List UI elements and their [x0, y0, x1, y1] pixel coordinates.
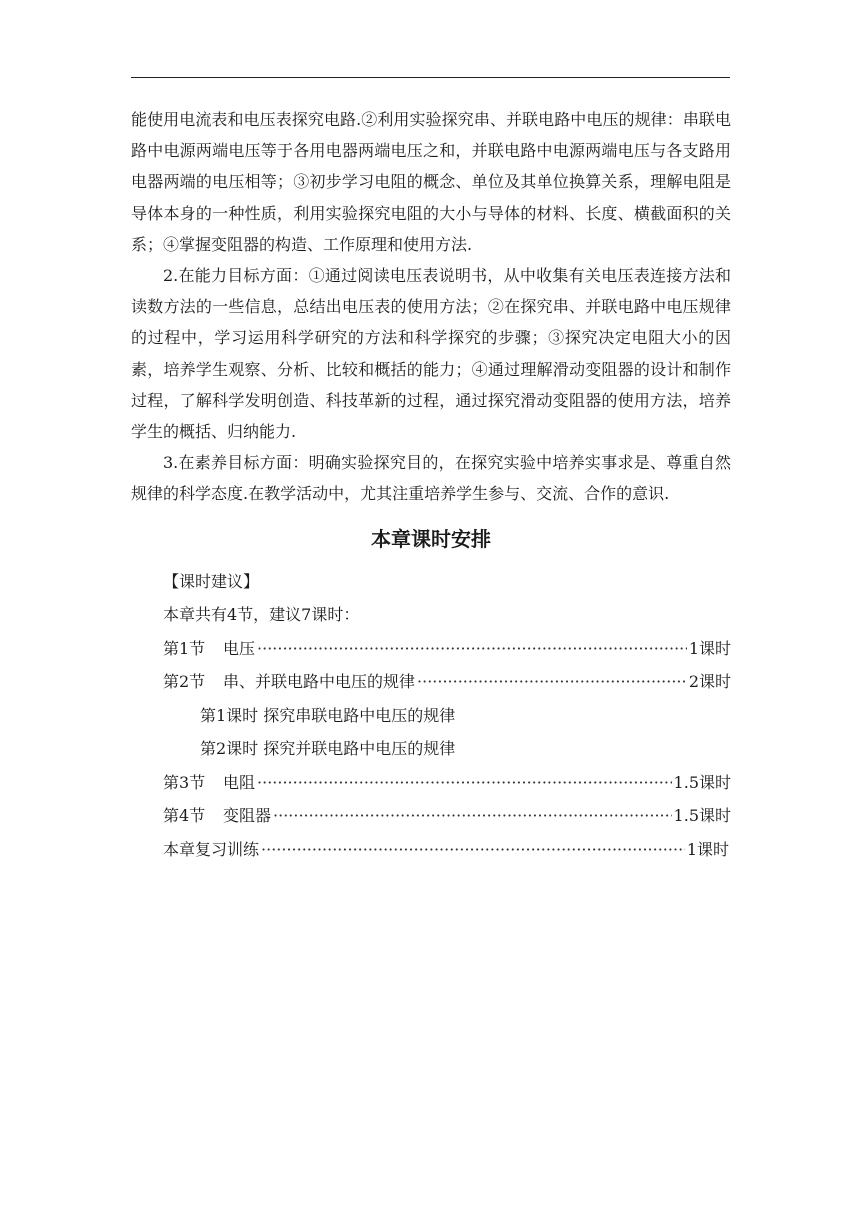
toc-leader: [417, 665, 687, 699]
toc-hours: 1.5课时: [673, 806, 731, 826]
objective-paragraph-1: 能使用电流表和电压表探究电路.②利用实验探究串、并联电路中电压的规律：串联电路中电源两端电压等于各用电器两端电压之和，并联电路中电源两端电压与各支路用电器两端的电压相等；③初步学习电阻的概念、单位及其单位换算关系，理解电阻是导体本身的一种性质，利用实验探究电阻的大小与导体的材料、长度、横截面积的关系；④掌握变阻器的构造、工作原理和使用方法.: [131, 110, 731, 254]
toc-name: 串、并联电路中电压的规律: [223, 672, 416, 692]
toc-row: [131, 665, 731, 699]
toc-row: [131, 833, 729, 867]
toc-hours: 1课时: [688, 638, 731, 658]
toc-leader: [257, 766, 672, 800]
schedule-intro: 本章共有4节，建议7课时：: [163, 605, 360, 625]
toc-name: 变阻器: [223, 806, 272, 826]
objective-paragraph-3: 3.在素养目标方面：明确实验探究目的，在探究实验中培养实事求是、尊重自然规律的科学态度.在教学活动中，尤其注重培养学生参与、交流、合作的意识.: [131, 453, 731, 504]
toc-number: 第2节: [163, 672, 206, 692]
objective-paragraph-2: 2.在能力目标方面：①通过阅读电压表说明书，从中收集有关电压表连接方法和读数方法的一些信息，总结出电压表的使用方法；②在探究串、并联电路中电压规律的过程中，学习运用科学研究的方法和科学探究的步骤；③探究决定电阻大小的因素，培养学生观察、分析、比较和概括的能力；④通过理解滑动变阻器的设计和制作过程，了解科学发明创造、科技革新的过程，通过探究滑动变阻器的使用方法，培养学生的概括、归纳能力.: [131, 266, 731, 442]
toc-row: [131, 799, 731, 833]
document-body: [131, 104, 731, 866]
toc-subitem: 第2课时 探究并联电路中电压的规律: [200, 739, 456, 759]
toc-name: 电阻: [223, 772, 256, 792]
header-rule: [131, 77, 730, 78]
toc-leader: [273, 799, 672, 833]
toc-name: 电压: [223, 638, 256, 658]
toc-row: [131, 632, 731, 666]
toc-row: [131, 766, 731, 800]
toc-subitem: 第1课时 探究串联电路中电压的规律: [200, 705, 456, 725]
toc-leader: [261, 833, 685, 867]
section-heading: 本章课时安排: [371, 526, 491, 551]
toc-name: 本章复习训练: [163, 839, 260, 859]
toc-number: 第4节: [163, 806, 206, 826]
toc-leader: [257, 632, 687, 666]
toc-number: 第1节: [163, 638, 206, 658]
toc-number: 第3节: [163, 772, 206, 792]
toc-hours: 1课时: [686, 839, 729, 859]
toc-hours: 1.5课时: [673, 772, 731, 792]
toc-hours: 2课时: [688, 672, 731, 692]
suggest-label: 【课时建议】: [163, 571, 260, 591]
